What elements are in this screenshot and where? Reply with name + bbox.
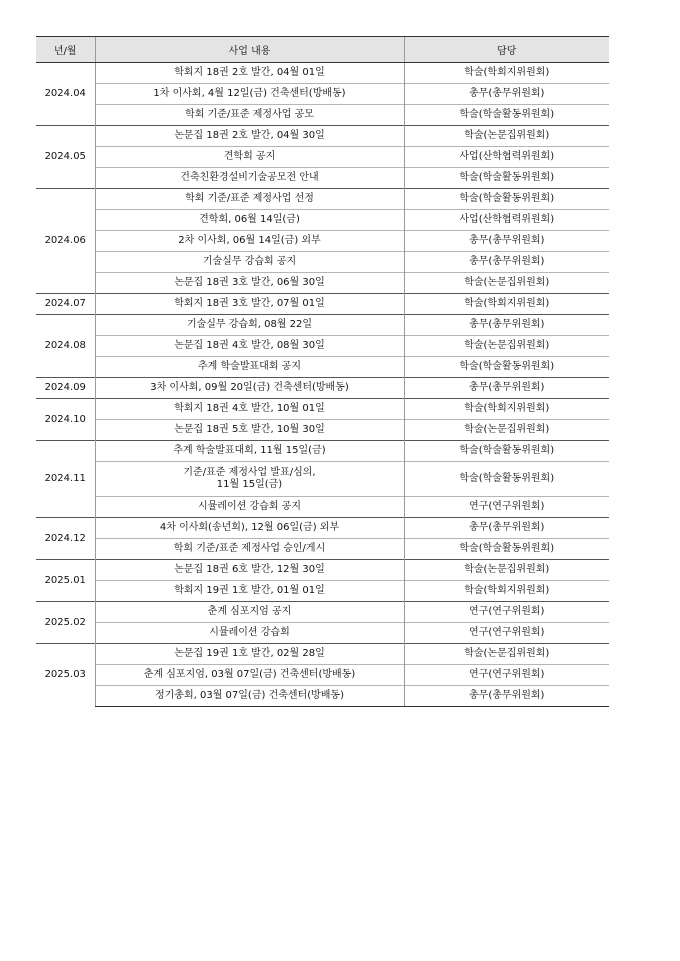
owner-cell: 사업(산학협력위원회)	[404, 147, 609, 168]
owner-cell: 총무(총무위원회)	[404, 84, 609, 105]
content-cell: 기준/표준 제정사업 발표/심의, 11월 15일(금)	[95, 462, 404, 497]
month-cell: 2024.06	[36, 189, 95, 294]
table-row	[36, 357, 609, 378]
table-row	[36, 63, 609, 84]
content-cell: 견학회 공지	[95, 147, 404, 168]
table-row	[36, 252, 609, 273]
table-row	[36, 560, 609, 581]
content-cell: 시뮬레이션 강습회 공지	[95, 497, 404, 518]
owner-cell: 학술(학회지위원회)	[404, 294, 609, 315]
table-row	[36, 581, 609, 602]
table-row	[36, 210, 609, 231]
owner-cell: 연구(연구위원회)	[404, 497, 609, 518]
content-cell: 논문집 18권 3호 발간, 06월 30일	[95, 273, 404, 294]
schedule-body	[36, 63, 609, 707]
content-cell: 기술실무 강습회, 08월 22일	[95, 315, 404, 336]
table-row	[36, 623, 609, 644]
owner-cell: 연구(연구위원회)	[404, 623, 609, 644]
content-cell: 논문집 19권 1호 발간, 02월 28일	[95, 644, 404, 665]
month-cell: 2024.09	[36, 378, 95, 399]
owner-cell: 학술(학회지위원회)	[404, 63, 609, 84]
table-row	[36, 168, 609, 189]
owner-cell: 학술(학술활동위원회)	[404, 539, 609, 560]
content-cell: 추계 학술발표대회 공지	[95, 357, 404, 378]
table-row	[36, 105, 609, 126]
content-cell: 논문집 18권 4호 발간, 08월 30일	[95, 336, 404, 357]
table-row	[36, 84, 609, 105]
month-cell: 2025.02	[36, 602, 95, 644]
owner-cell: 학술(학술활동위원회)	[404, 189, 609, 210]
owner-cell: 총무(총무위원회)	[404, 231, 609, 252]
content-cell: 학회지 18권 3호 발간, 07월 01일	[95, 294, 404, 315]
content-cell: 건축친환경설비기술공모전 안내	[95, 168, 404, 189]
content-cell: 논문집 18권 5호 발간, 10월 30일	[95, 420, 404, 441]
month-cell: 2024.04	[36, 63, 95, 126]
table-row	[36, 602, 609, 623]
owner-cell: 연구(연구위원회)	[404, 602, 609, 623]
owner-cell: 학술(학술활동위원회)	[404, 441, 609, 462]
owner-cell: 학술(학회지위원회)	[404, 399, 609, 420]
table-row	[36, 420, 609, 441]
table-row	[36, 539, 609, 560]
table-row	[36, 518, 609, 539]
month-cell: 2024.07	[36, 294, 95, 315]
owner-cell: 학술(학술활동위원회)	[404, 168, 609, 189]
owner-cell: 학술(논문집위원회)	[404, 420, 609, 441]
table-row	[36, 231, 609, 252]
table-row	[36, 189, 609, 210]
owner-cell: 총무(총무위원회)	[404, 518, 609, 539]
content-cell: 학회지 19권 1호 발간, 01월 01일	[95, 581, 404, 602]
owner-cell: 학술(학술활동위원회)	[404, 357, 609, 378]
content-cell: 3차 이사회, 09월 20일(금) 건축센터(방배동)	[95, 378, 404, 399]
content-cell: 춘계 심포지엄 공지	[95, 602, 404, 623]
table-row	[36, 399, 609, 420]
owner-cell: 학술(논문집위원회)	[404, 560, 609, 581]
table-row	[36, 126, 609, 147]
month-cell: 2024.12	[36, 518, 95, 560]
owner-cell: 학술(논문집위원회)	[404, 273, 609, 294]
owner-cell: 학술(논문집위원회)	[404, 644, 609, 665]
table-row	[36, 147, 609, 168]
owner-cell: 총무(총무위원회)	[404, 315, 609, 336]
month-cell: 2024.08	[36, 315, 95, 378]
owner-cell: 연구(연구위원회)	[404, 665, 609, 686]
content-cell: 2차 이사회, 06월 14일(금) 외부	[95, 231, 404, 252]
owner-cell: 학술(학술활동위원회)	[404, 105, 609, 126]
table-row	[36, 273, 609, 294]
owner-cell: 학술(논문집위원회)	[404, 126, 609, 147]
owner-cell: 학술(학술활동위원회)	[404, 462, 609, 497]
table-row	[36, 315, 609, 336]
table-row	[36, 294, 609, 315]
header-content: 사업 내용	[95, 37, 404, 63]
month-cell: 2025.01	[36, 560, 95, 602]
content-cell: 학회지 18권 2호 발간, 04월 01일	[95, 63, 404, 84]
content-cell: 시뮬레이션 강습회	[95, 623, 404, 644]
owner-cell: 학술(학회지위원회)	[404, 581, 609, 602]
table-row	[36, 378, 609, 399]
owner-cell: 학술(논문집위원회)	[404, 336, 609, 357]
content-cell: 기술실무 강습회 공지	[95, 252, 404, 273]
content-cell: 논문집 18권 6호 발간, 12월 30일	[95, 560, 404, 581]
content-cell: 학회 기준/표준 제정사업 공모	[95, 105, 404, 126]
owner-cell: 사업(산학협력위원회)	[404, 210, 609, 231]
month-cell: 2024.10	[36, 399, 95, 441]
table-header-row	[36, 37, 609, 63]
content-cell: 논문집 18권 2호 발간, 04월 30일	[95, 126, 404, 147]
month-cell: 2024.05	[36, 126, 95, 189]
content-cell: 정기총회, 03월 07일(금) 건축센터(방배동)	[95, 686, 404, 707]
content-cell: 학회 기준/표준 제정사업 선정	[95, 189, 404, 210]
owner-cell: 총무(총무위원회)	[404, 686, 609, 707]
month-cell: 2025.03	[36, 644, 95, 707]
owner-cell: 총무(총무위원회)	[404, 378, 609, 399]
content-cell: 견학회, 06월 14일(금)	[95, 210, 404, 231]
content-cell: 1차 이사회, 4월 12일(금) 건축센터(방배동)	[95, 84, 404, 105]
table-row	[36, 462, 609, 497]
owner-cell: 총무(총무위원회)	[404, 252, 609, 273]
table-row	[36, 644, 609, 665]
table-row	[36, 686, 609, 707]
content-cell: 4차 이사회(송년회), 12월 06일(금) 외부	[95, 518, 404, 539]
schedule-table	[36, 36, 609, 707]
table-row	[36, 665, 609, 686]
month-cell: 2024.11	[36, 441, 95, 518]
content-cell: 학회지 18권 4호 발간, 10월 01일	[95, 399, 404, 420]
content-cell: 학회 기준/표준 제정사업 승인/게시	[95, 539, 404, 560]
table-row	[36, 336, 609, 357]
content-cell: 추계 학술발표대회, 11월 15일(금)	[95, 441, 404, 462]
header-month: 년/월	[36, 37, 95, 63]
table-row	[36, 441, 609, 462]
content-cell: 춘계 심포지엄, 03월 07일(금) 건축센터(방배동)	[95, 665, 404, 686]
table-row	[36, 497, 609, 518]
header-owner: 담당	[404, 37, 609, 63]
